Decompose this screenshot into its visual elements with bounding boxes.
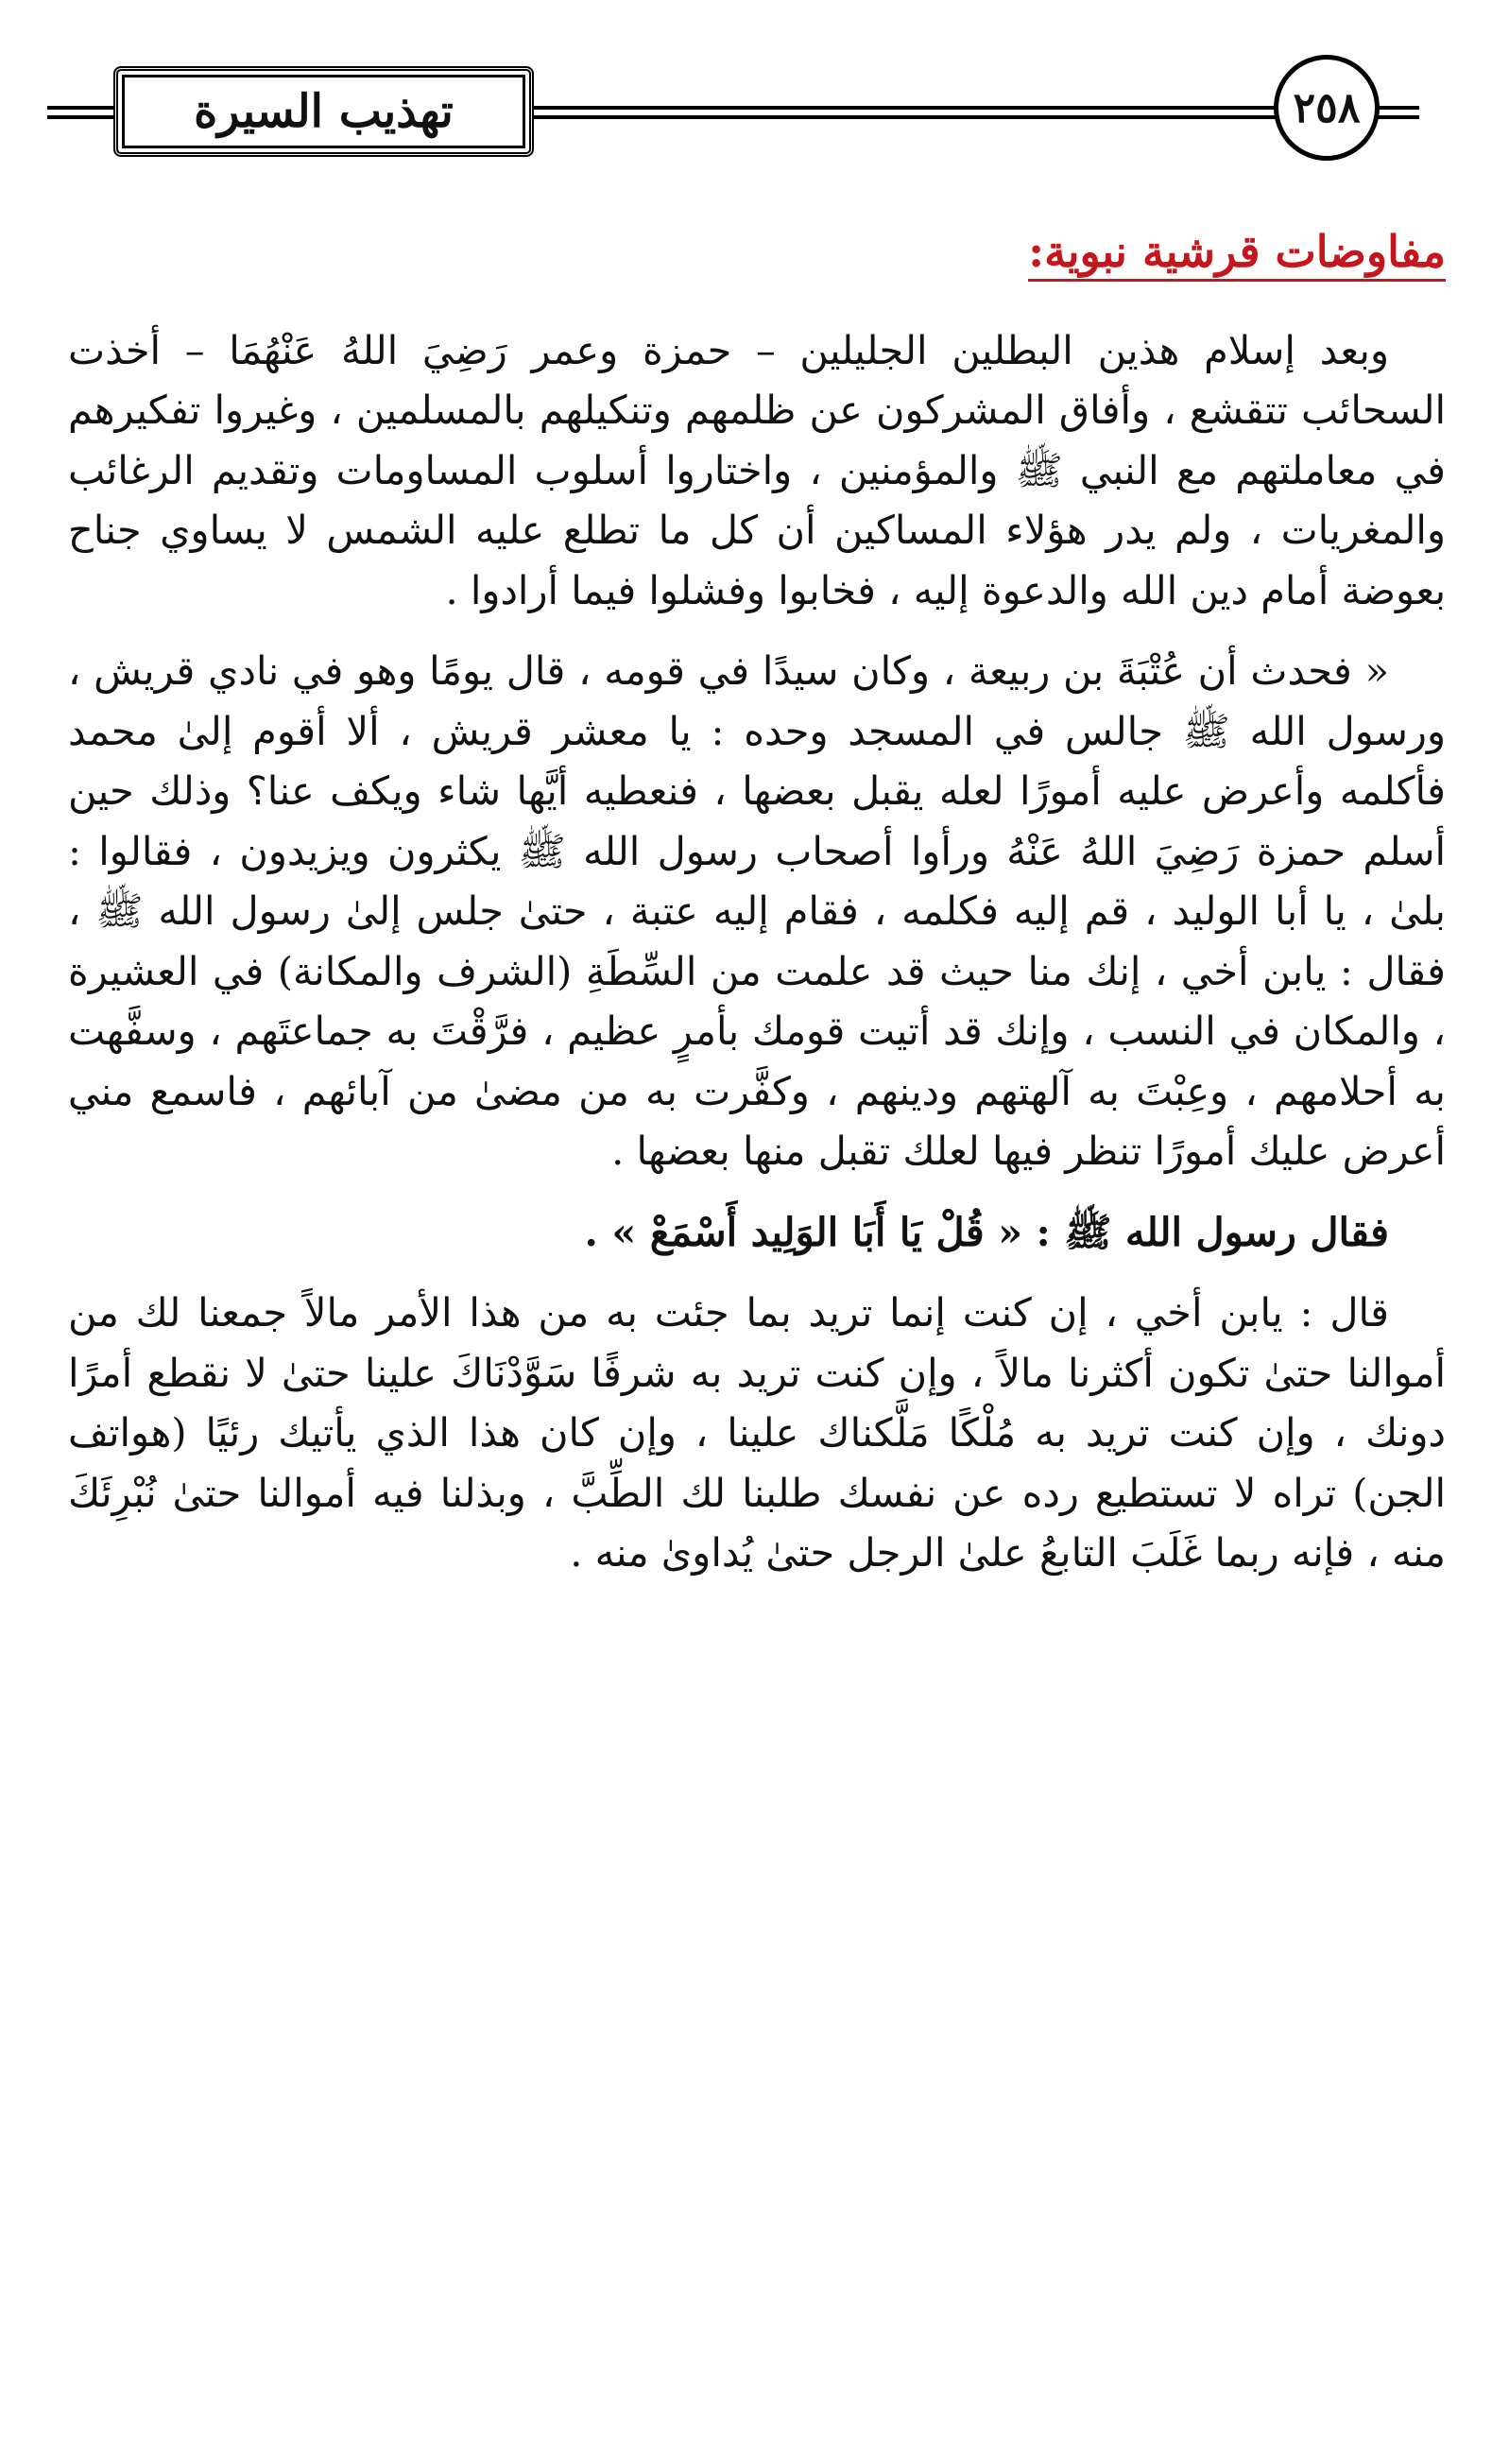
header-rule-top-right: [1378, 106, 1419, 110]
book-title-cartouche: [113, 66, 534, 157]
header-rule-top-middle: [534, 106, 1276, 110]
page-number: ٢٥٨: [1293, 83, 1361, 132]
header-rule-bottom-right: [1378, 115, 1419, 119]
section-heading-text: مفاوضات قرشية نبوية:: [1028, 226, 1446, 282]
page-header: [47, 55, 1419, 168]
paragraph-utbah-offer: قال : يابن أخي ، إن كنت إنما تريد بما جئت به من هذا الأمر مالاً جمعنا لك من أموالنا حتىٰ تكون أكثرنا مالاً ، وإن كنت تريد به شرفًا سَوَّدْنَاكَ علينا حتىٰ لا نقطع أمرًا دونك ، وإن كنت تريد به مُلْكًا مَلَّكناك علينا ، وإن كان هذا الذي يأتيك رئيًا (هواتف الجن) تراه لا تستطيع رده عن نفسك طلبنا لك الطِّبَّ ، وبذلنا فيه أموالنا حتىٰ نُبْرِئَكَ منه ، فإنه ربما غَلَبَ التابعُ علىٰ الرجل حتىٰ يُداوىٰ منه .: [68, 1289, 1446, 1576]
book-title: تهذيب السيرة: [194, 85, 454, 138]
paragraph-prophet-reply: فقال رسول الله ﷺ : « قُلْ يَا أَبَا الوَلِيد أَسْمَعْ » .: [584, 1208, 1389, 1255]
section-heading: [68, 222, 1446, 283]
page-body: [68, 222, 1446, 1604]
page-number-circle: [1274, 55, 1380, 161]
paragraph-utbah-story: « فحدث أن عُتْبَةَ بن ربيعة ، وكان سيدًا في قومه ، قال يومًا وهو في نادي قريش ، ورسول الله ﷺ جالس في المسجد وحده : يا معشر قريش ، ألا أقوم إلىٰ محمد فأكلمه وأعرض عليه أمورًا لعله يقبل بعضها ، فنعطيه أيَّها شاء ويكف عنا؟ وذلك حين أسلم حمزة رَضِيَ اللهُ عَنْهُ ورأوا أصحاب رسول الله ﷺ يكثرون ويزيدون ، فقالوا : بلىٰ ، يا أبا الوليد ، قم إليه فكلمه ، فقام إليه عتبة ، حتىٰ جلس إلىٰ رسول الله ﷺ ، فقال : يابن أخي ، إنك منا حيث قد علمت من السِّطَةِ (الشرف والمكانة) في العشيرة ، والمكان في النسب ، وإنك قد أتيت قومك بأمرٍ عظيم ، فرَّقْتَ به جماعتَهم ، وسفَّهت به أحلامهم ، وعِبْتَ به آلهتهم ودينهم ، وكفَّرت به من مضىٰ من آبائهم ، فاسمع مني أعرض عليك أمورًا تنظر فيها لعلك تقبل منها بعضها .: [68, 647, 1446, 1174]
header-rule-bottom-middle: [534, 115, 1276, 119]
paragraph-intro: وبعد إسلام هذين البطلين الجليلين – حمزة وعمر رَضِيَ اللهُ عَنْهُمَا – أخذت السحائب تتقشع ، وأفاق المشركون عن ظلمهم وتنكيلهم بالمسلمين ، وغيروا تفكيرهم في معاملتهم مع النبي ﷺ والمؤمنين ، واختاروا أسلوب المساومات وتقديم الرغائب والمغريات ، ولم يدر هؤلاء المساكين أن كل ما تطلع عليه الشمس لا يساوي جناح بعوضة أمام دين الله والدعوة إليه ، فخابوا وفشلوا فيما أرادوا .: [68, 326, 1446, 613]
header-rule-top: [47, 106, 115, 110]
header-rule-bottom: [47, 115, 115, 119]
